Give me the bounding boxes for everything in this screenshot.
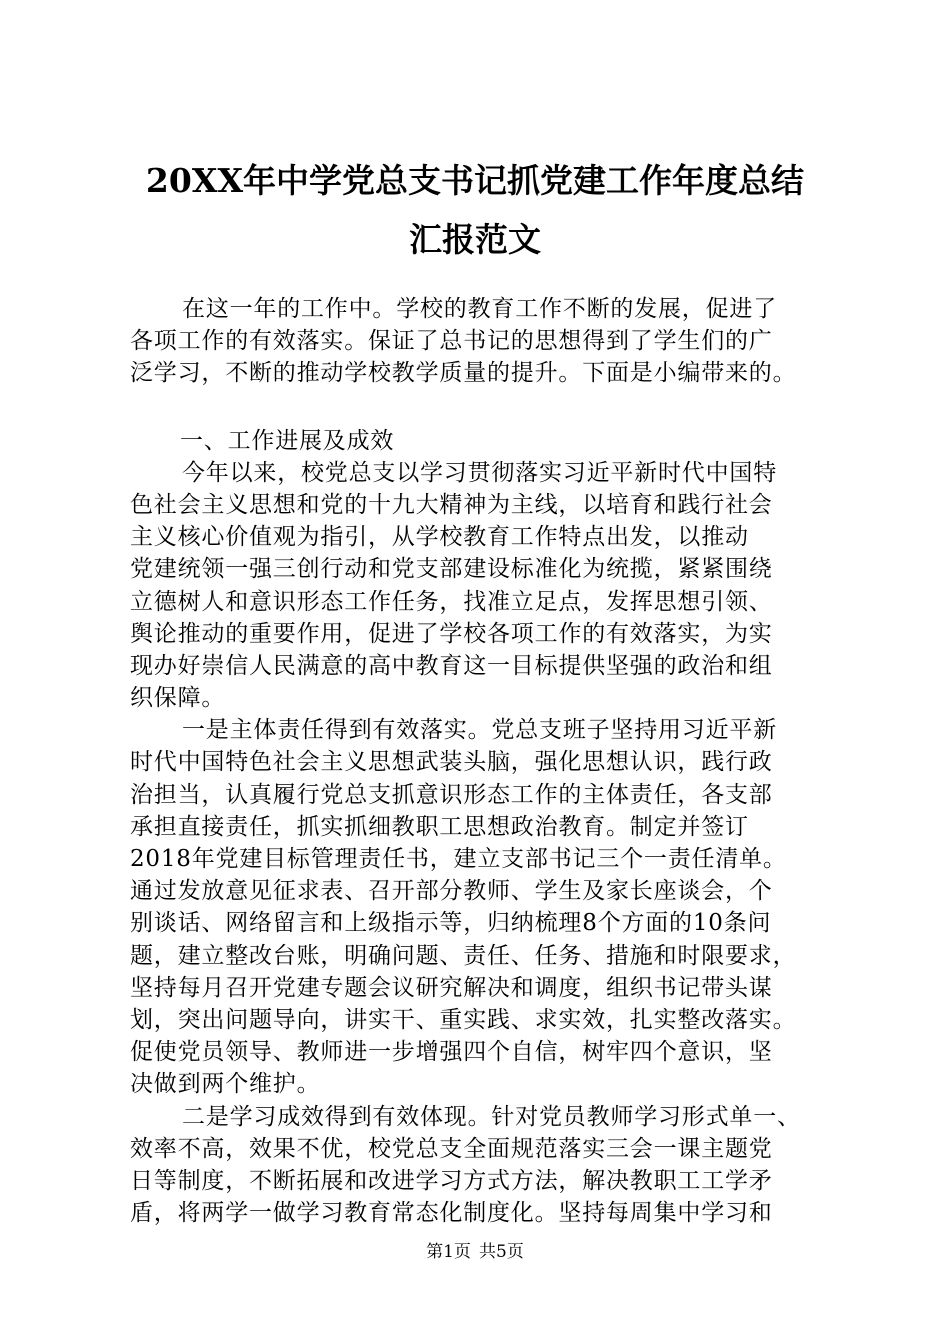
paragraph-line: 现办好崇信人民满意的高中教育这一目标提供坚强的政治和组 — [130, 652, 773, 679]
paragraph-line: 别谈话、网络留言和上级指示等，归纳梳理8个方面的10条问 — [130, 910, 772, 937]
paragraph-line: 时代中国特色社会主义思想武装头脑，强化思想认识，践行政 — [130, 749, 773, 776]
paragraph-line: 党建统领一强三创行动和党支部建设标准化为统揽，紧紧围绕 — [130, 556, 773, 583]
page-total: 共5页 — [479, 1242, 524, 1262]
paragraph-line: 主义核心价值观为指引，从学校教育工作特点出发，以推动 — [130, 524, 749, 551]
paragraph-line: 促使党员领导、教师进一步增强四个自信，树牢四个意识，坚 — [130, 1039, 773, 1066]
document-body — [130, 293, 830, 1229]
paragraph-line: 织保障。 — [130, 685, 226, 712]
paragraph-line: 2018年党建目标管理责任书，建立支部书记三个一责任清单。 — [130, 846, 787, 872]
paragraph-line: 今年以来，校党总支以学习贯彻落实习近平新时代中国特 — [182, 459, 777, 486]
paragraph-line: 通过发放意见征求表、召开部分教师、学生及家长座谈会，个 — [130, 878, 773, 905]
intro-line: 在这一年的工作中。学校的教育工作不断的发展，促进了 — [182, 296, 777, 322]
paragraph-line: 日等制度，不断拓展和改进学习方式方法，解决教职工工学矛 — [130, 1167, 773, 1194]
paragraph-line: 题，建立整改台账，明确问题、责任、任务、措施和时限要求， — [130, 942, 797, 969]
document-title-line2: 汇报范文 — [409, 220, 541, 259]
paragraph-line: 决做到两个维护。 — [130, 1071, 321, 1098]
intro-line: 泛学习，不断的推动学校教学质量的提升。下面是小编带来的。 — [130, 360, 797, 387]
paragraph-line: 承担直接责任，抓实抓细教职工思想政治教育。制定并签订 — [130, 813, 749, 840]
page-footer — [0, 1241, 950, 1263]
paragraph-line: 盾，将两学一做学习教育常态化制度化。坚持每周集中学习和 — [130, 1200, 773, 1227]
intro-line: 各项工作的有效落实。保证了总书记的思想得到了学生们的广 — [130, 328, 773, 355]
paragraph-line: 效率不高，效果不优，校党总支全面规范落实三会一课主题党 — [130, 1135, 773, 1162]
paragraph-line: 色社会主义思想和党的十九大精神为主线，以培育和践行社会 — [130, 491, 773, 518]
paragraph-line: 一是主体责任得到有效落实。党总支班子坚持用习近平新 — [182, 717, 777, 744]
paragraph-line: 二是学习成效得到有效体现。针对党员教师学习形式单一、 — [182, 1103, 801, 1130]
page-number: 第1页 — [426, 1242, 471, 1262]
section-heading: 一、工作进展及成效 — [180, 427, 395, 454]
paragraph-line: 治担当，认真履行党总支抓意识形态工作的主体责任，各支部 — [130, 781, 773, 808]
paragraph-line: 坚持每月召开党建专题会议研究解决和调度，组织书记带头谋 — [130, 974, 773, 1001]
paragraph-line: 立德树人和意识形态工作任务，找准立足点，发挥思想引领、 — [130, 588, 773, 615]
paragraph-line: 划，突出问题导向，讲实干、重实践、求实效，扎实整改落实。 — [130, 1006, 797, 1033]
paragraph-gap — [130, 390, 830, 425]
paragraph-line: 舆论推动的重要作用，促进了学校各项工作的有效落实，为实 — [130, 620, 773, 647]
document-title-line1: 20XX年中学党总支书记抓党建工作年度总结 — [145, 161, 805, 200]
